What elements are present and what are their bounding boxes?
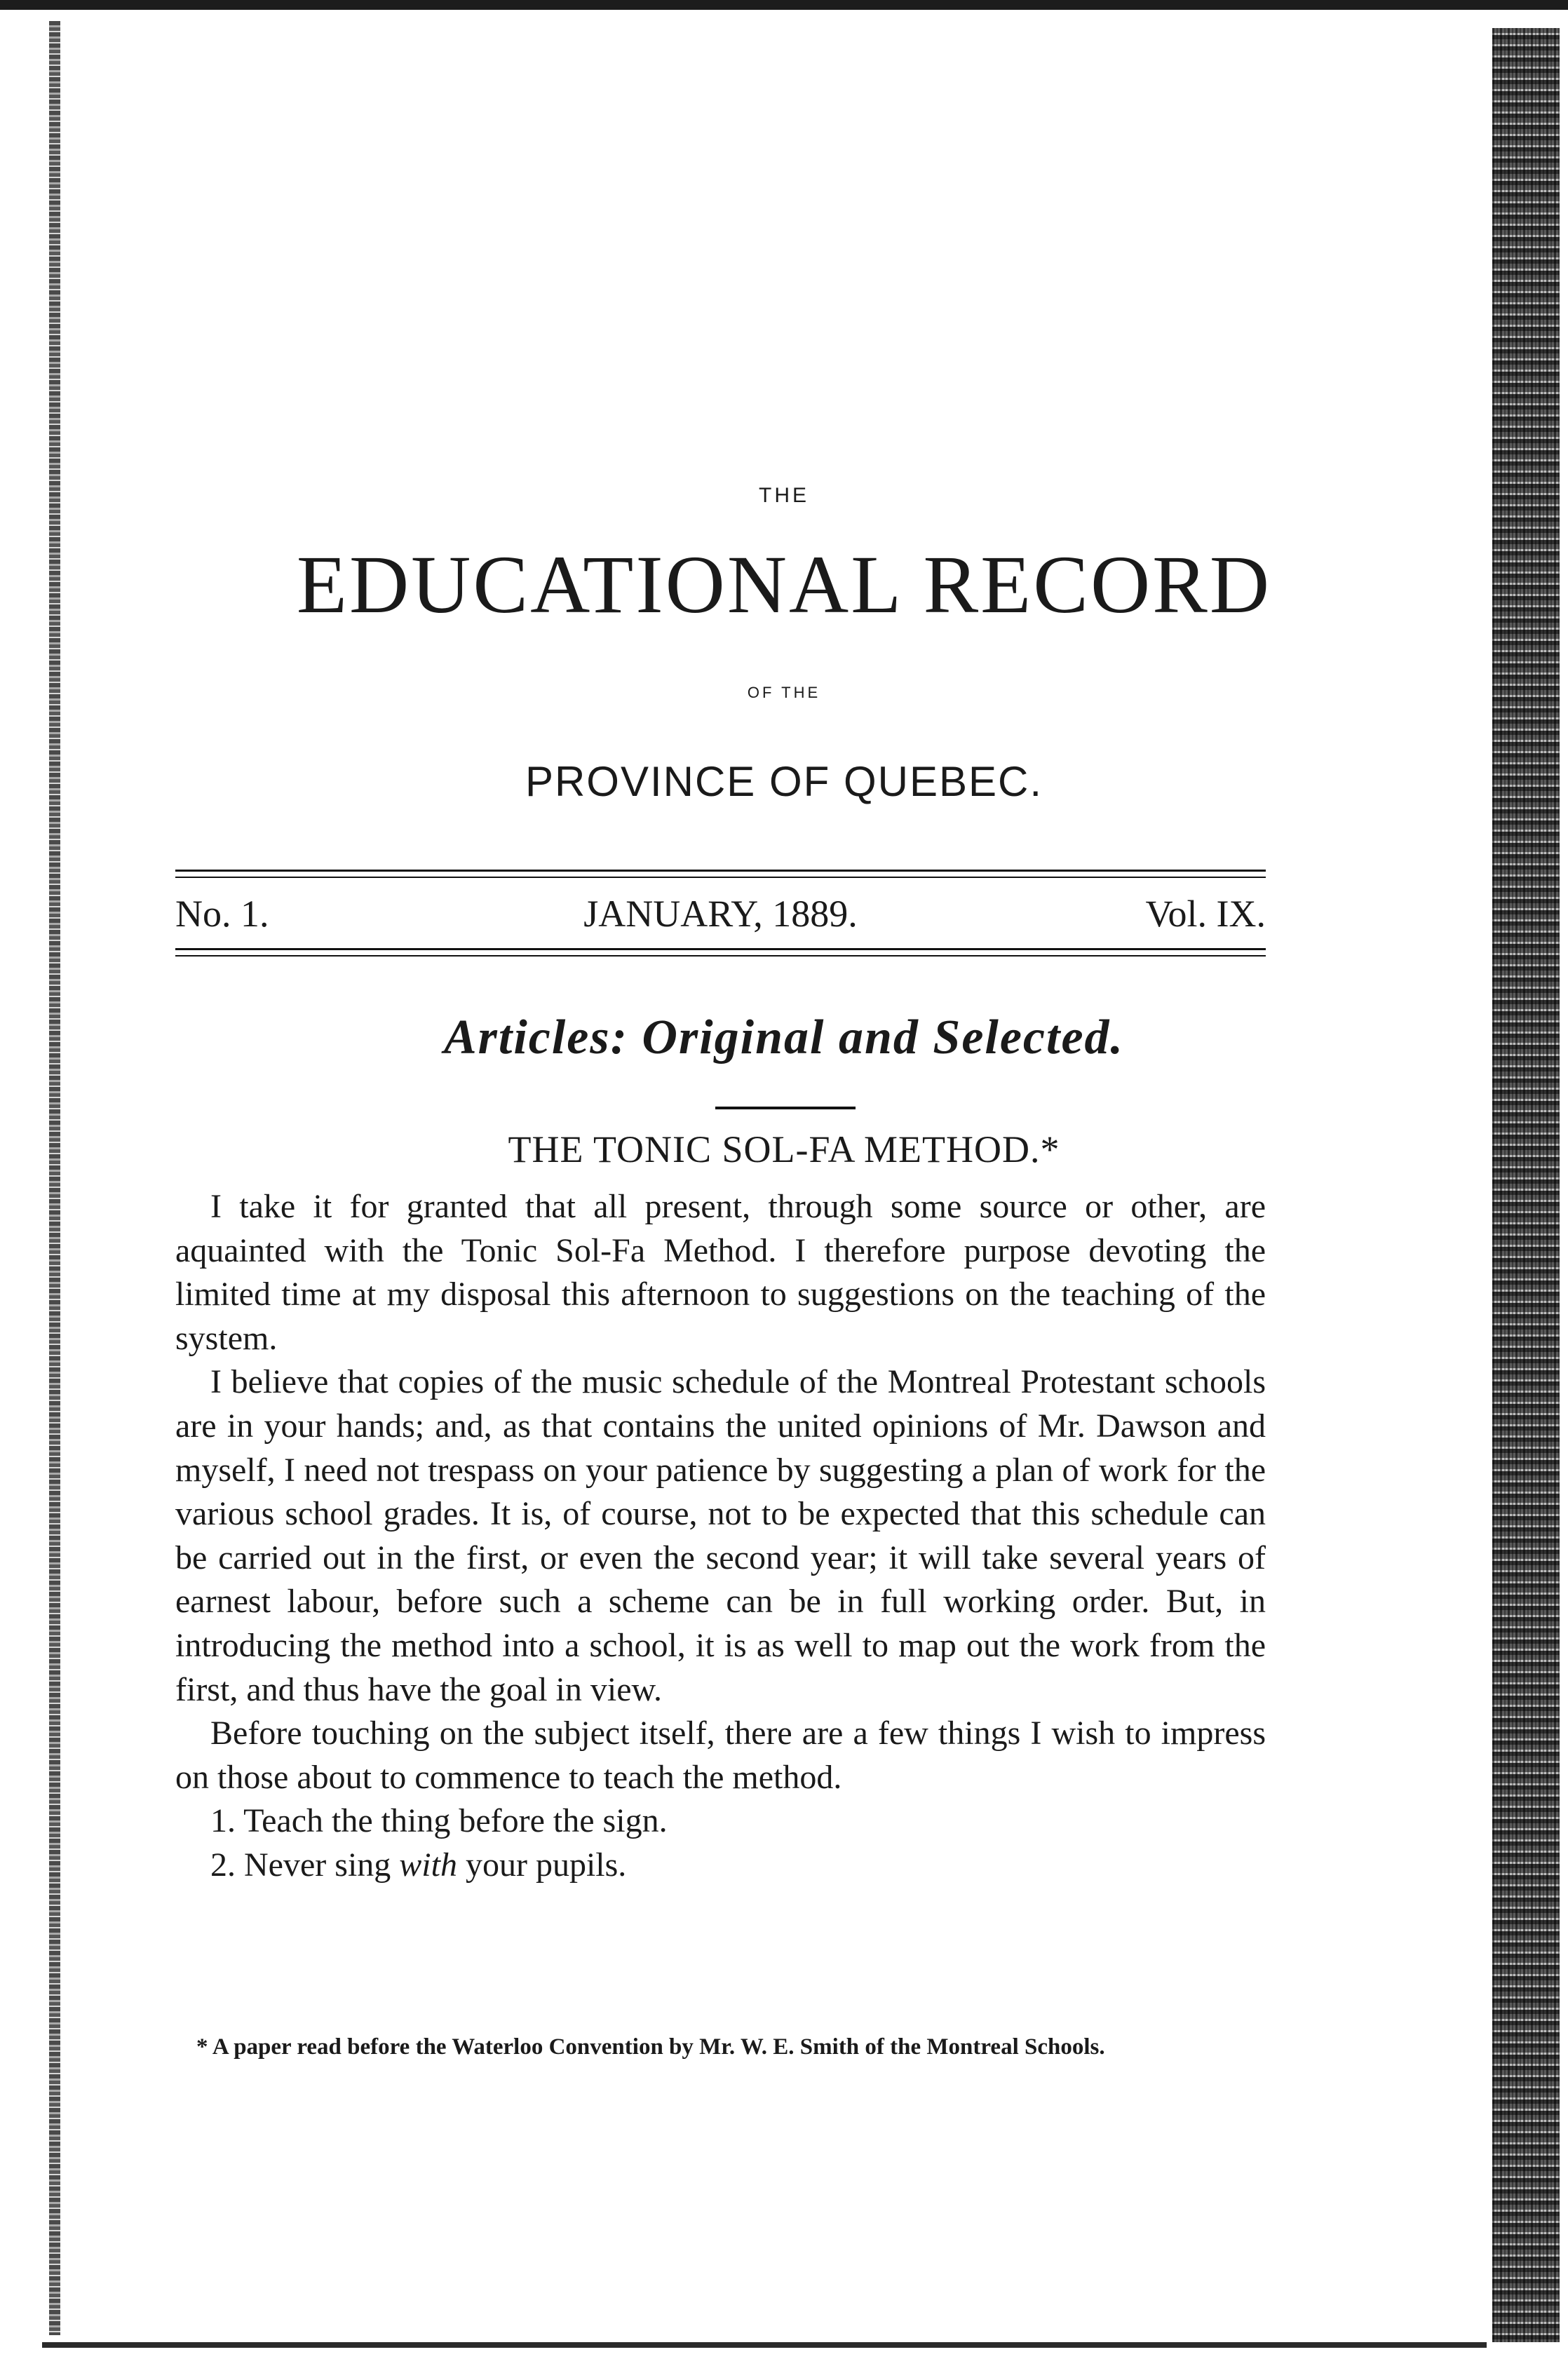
double-rule-bottom-a bbox=[175, 948, 1266, 950]
list-item-text-pre: Never sing bbox=[244, 1846, 400, 1884]
masthead-province: PROVINCE OF QUEBEC. bbox=[525, 758, 1043, 805]
list-item-number: 1. bbox=[210, 1802, 236, 1840]
section-divider bbox=[715, 1107, 856, 1109]
article-body bbox=[175, 1185, 1266, 1888]
section-heading: Articles: Original and Selected. bbox=[443, 1010, 1125, 1064]
masthead-title: EDUCATIONAL RECORD bbox=[296, 539, 1272, 630]
dateline bbox=[175, 889, 1266, 938]
issue-number: No. 1. bbox=[175, 893, 269, 935]
list-item-text: Teach the thing before the sign. bbox=[243, 1802, 668, 1840]
list-item bbox=[175, 1844, 1266, 1888]
double-rule-top-a bbox=[175, 870, 1266, 872]
paragraph: I believe that copies of the music schedule of the Montreal Protestant schools are in your hands; and, as that contains the united opinions of Mr. Dawson and myself, I need not trespass on your patience by suggesting a plan of work for the various school grades. It is, of course, not to be expected that this schedule can be carried out in the first, or even the second year; it will take several years of earnest labour, before such a scheme can be in full working order. But, in introducing the method into a school, it is as well to map out the work from the first, and thus have the goal in view. bbox=[175, 1363, 1266, 1708]
list-item-number: 2. bbox=[210, 1846, 236, 1884]
footnote-text: * A paper read before the Waterloo Convention by Mr. W. E. Smith of the Montreal Schools. bbox=[196, 2034, 1105, 2060]
issue-volume: Vol. IX. bbox=[1145, 893, 1266, 935]
masthead-of-the: OF THE bbox=[747, 684, 821, 701]
footnote bbox=[175, 2030, 1266, 2064]
paragraph: Before touching on the subject itself, there are a few things I wish to impress on those about to commence to teach the method. bbox=[175, 1715, 1266, 1796]
article-title: THE TONIC SOL-FA METHOD.* bbox=[508, 1128, 1060, 1170]
double-rule-top-b bbox=[175, 877, 1266, 878]
list-item bbox=[175, 1799, 1266, 1844]
paragraph: I take it for granted that all present, through some source or other, are aquainted with the Tonic Sol-Fa Method. I therefore purpose devoting the limited time at my disposal this afternoon to suggestions on the teaching of the system. bbox=[175, 1188, 1266, 1357]
issue-date: JANUARY, 1889. bbox=[583, 893, 858, 935]
list-item-text-emphasis: with bbox=[399, 1846, 457, 1884]
double-rule-bottom-b bbox=[175, 955, 1266, 957]
masthead-the: THE bbox=[759, 484, 809, 507]
list-item-text-post: your pupils. bbox=[457, 1846, 627, 1884]
